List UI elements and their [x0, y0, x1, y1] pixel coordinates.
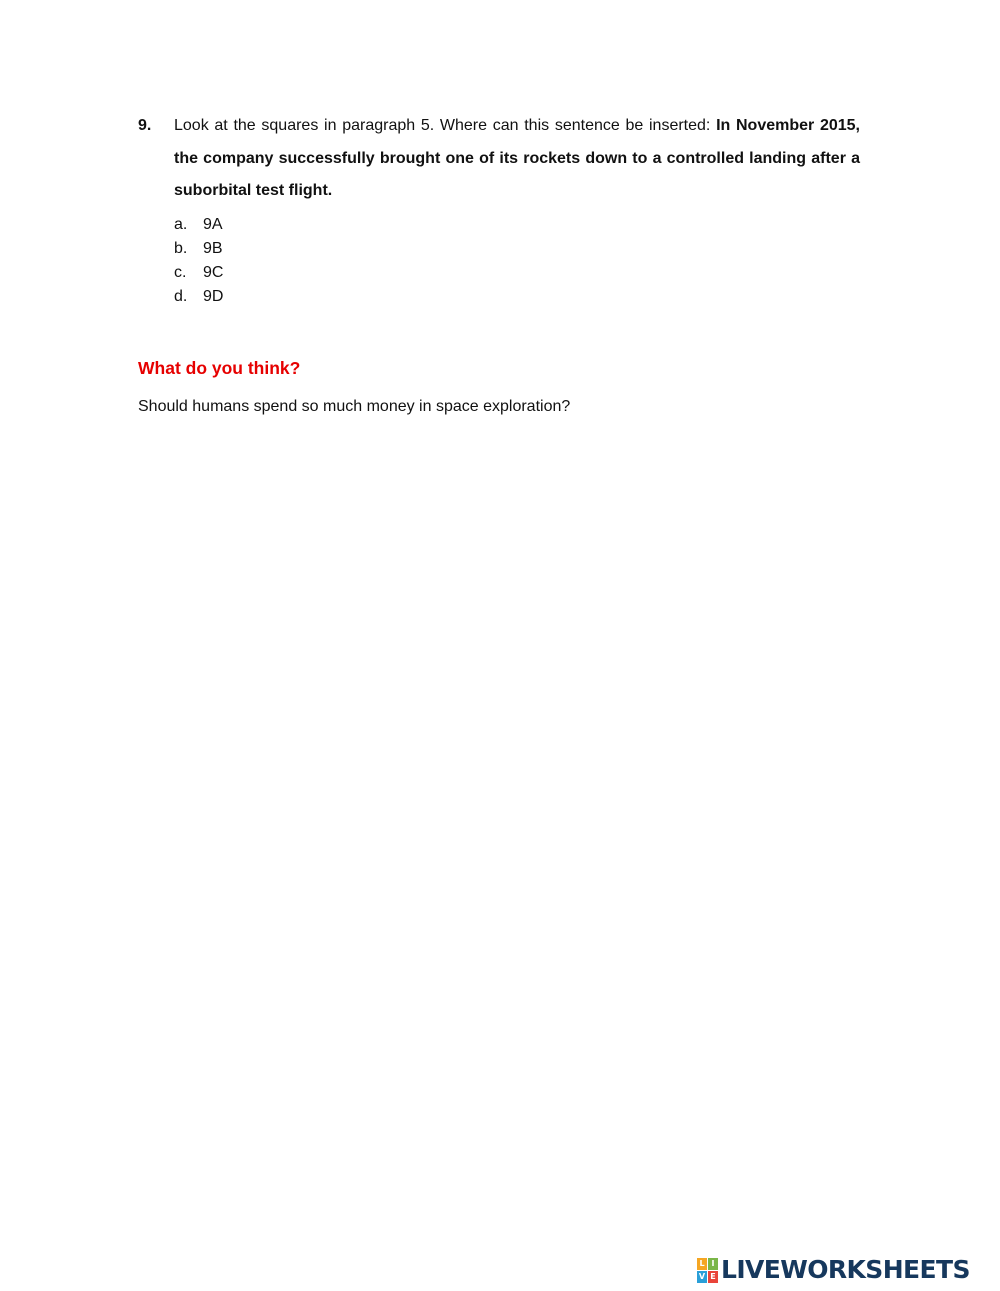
option-label: 9A — [203, 216, 223, 233]
logo-block-i: I — [708, 1258, 718, 1270]
option-label: 9C — [203, 264, 224, 281]
option-a[interactable] — [174, 213, 223, 237]
logo-block-v: V — [698, 1271, 706, 1281]
discussion-prompt: Should humans spend so much money in space exploration? — [138, 398, 571, 415]
logo-block-e: E — [708, 1271, 718, 1283]
question-number: 9. — [138, 117, 152, 134]
logo-block-l: L — [697, 1258, 707, 1270]
question-inserted-sentence: In November 2015, the company successfully brought one of its rockets down to a controlled landing after a suborbital test flight. — [174, 117, 861, 199]
liveworksheets-logo — [697, 1257, 970, 1283]
option-letter: a. — [174, 216, 188, 233]
logo-mark-icon — [697, 1258, 718, 1283]
option-letter: c. — [174, 264, 187, 281]
logo-text: LIVEWORKSHEETS — [721, 1255, 970, 1284]
option-c[interactable] — [174, 261, 223, 285]
option-b[interactable] — [174, 237, 223, 261]
option-d[interactable] — [174, 285, 223, 309]
question-9 — [138, 110, 860, 208]
option-label: 9D — [203, 288, 224, 305]
question-plain-text: Look at the squares in paragraph 5. Where can this sentence be inserted: — [174, 117, 717, 134]
discussion-title: What do you think? — [138, 358, 301, 378]
question-text — [174, 110, 860, 208]
option-label: 9B — [203, 240, 223, 257]
option-letter: b. — [174, 240, 188, 257]
answer-options — [174, 213, 223, 309]
option-letter: d. — [174, 288, 188, 305]
